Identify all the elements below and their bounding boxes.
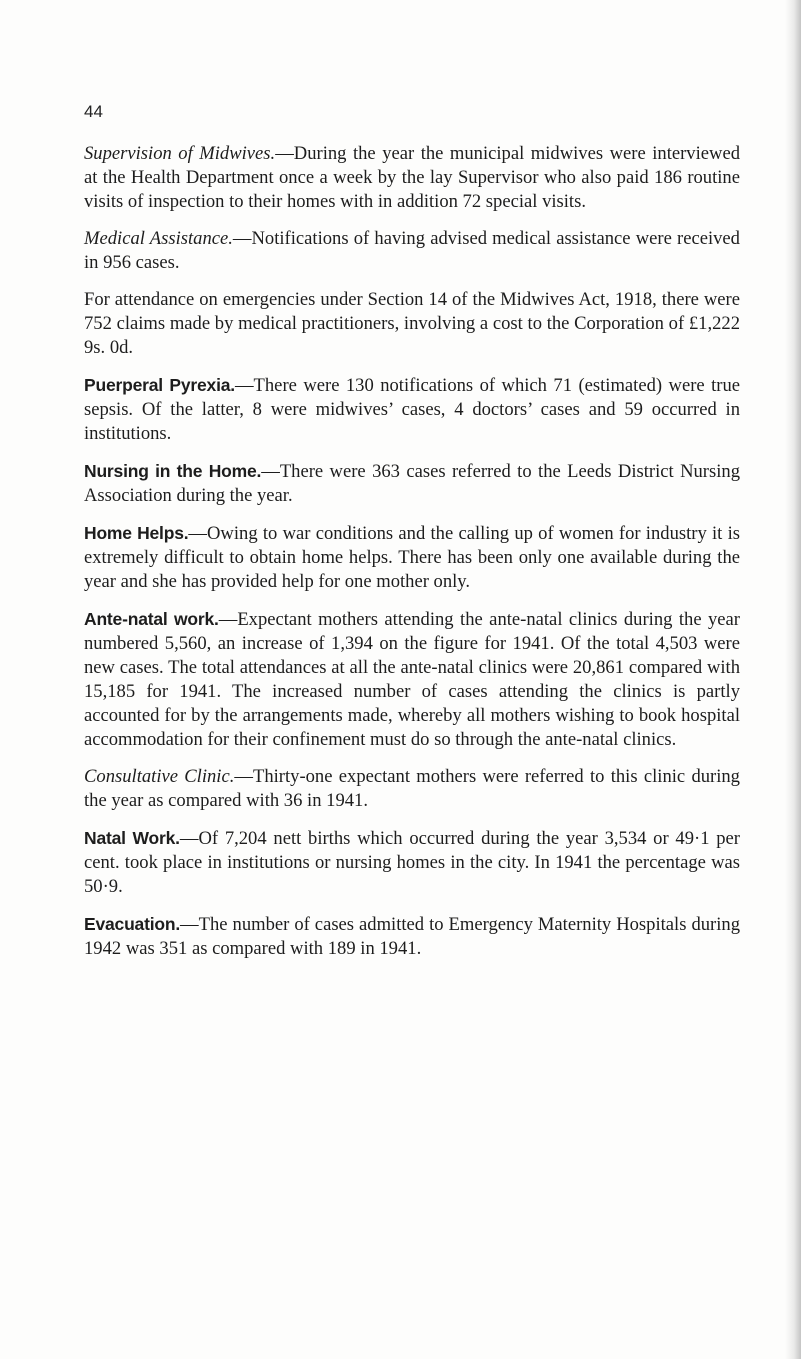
paragraph-text: For attendance on emergencies under Section 14 of the Midwives Act, 1918, there were 752 claims made by medical practitioners, involving a cost to the Corporation of £1,222 9s. 0d. [84,289,740,358]
paragraph-heading: Natal Work. [84,828,180,848]
paragraph-heading: Evacuation. [84,914,181,934]
paragraph-text: There were 130 notifications of which 71 (estimated) were true sepsis. Of the latter, 8 were midwives’ cases, 4 doctors’ cases and 59 occurred in institutions. [84,375,740,444]
em-dash: — [232,228,252,249]
paragraph-text: Owing to war conditions and the calling up of women for industry it is extremely difficult to obtain home helps. There has been only one available during the year and she has provided help for one mother only. [84,523,740,592]
paragraph-text: Notifications of having advised medical assistance were received in 956 cases. [84,228,740,273]
em-dash: — [261,461,280,482]
paragraph-medical-assistance [84,227,740,275]
paragraph-text: There were 363 cases referred to the Leeds District Nursing Association during the year. [84,461,740,506]
paragraph-text: Thirty-one expectant mothers were referred to this clinic during the year as compared with 36 in 1941. [84,766,740,811]
paragraph-natal-work [84,826,740,899]
paragraph-nursing-in-the-home [84,459,740,508]
paragraph-consultative-clinic [84,765,740,813]
scan-edge-shadow [785,0,801,1359]
em-dash: — [180,914,199,935]
body-text [84,142,740,974]
em-dash: — [218,609,238,630]
paragraph-heading: Consultative Clinic. [84,766,235,787]
paragraph-heading: Home Helps. [84,523,189,543]
paragraph-heading: Puerperal Pyrexia. [84,375,235,395]
em-dash: — [234,375,254,396]
paragraph-ante-natal-work [84,607,740,752]
paragraph-text: During the year the municipal midwives were interviewed at the Health Department once a week by the lay Supervisor who also paid 186 routine visits of inspection to their homes with in addition 72 special visits. [84,143,740,212]
em-dash: — [188,523,207,544]
paragraph-puerperal-pyrexia [84,373,740,446]
em-dash: — [179,828,199,849]
paragraph-heading: Medical Assistance. [84,228,233,249]
em-dash: — [234,766,253,787]
em-dash: — [275,143,294,164]
paragraph-emergencies [84,288,740,360]
paragraph-text: The number of cases admitted to Emergency Maternity Hospitals during 1942 was 351 as compared with 189 in 1941. [84,914,740,959]
paragraph-text: Of 7,204 nett births which occurred during the year 3,534 or 49·1 per cent. took place in institutions or nursing homes in the city. In 1941 the percentage was 50·9. [84,828,740,897]
page-number: 44 [84,102,103,121]
paragraph-home-helps [84,521,740,594]
paragraph-heading: Nursing in the Home. [84,461,262,481]
paragraph-heading: Ante-natal work. [84,609,219,629]
paragraph-supervision-of-midwives [84,142,740,214]
paragraph-evacuation [84,912,740,961]
paragraph-text: Expectant mothers attending the ante-natal clinics during the year numbered 5,560, an increase of 1,394 on the figure for 1941. Of the total 4,503 were new cases. The total attendances at all the ante-natal clinics were 20,861 compared with 15,185 for 1941. The increased number of cases attending the clinics is partly accounted for by the arrangements made, whereby all mothers wishing to book hospital accommodation for their confinement must do so through the ante-natal clinics. [84,609,740,750]
paragraph-heading: Supervision of Midwives. [84,143,276,164]
